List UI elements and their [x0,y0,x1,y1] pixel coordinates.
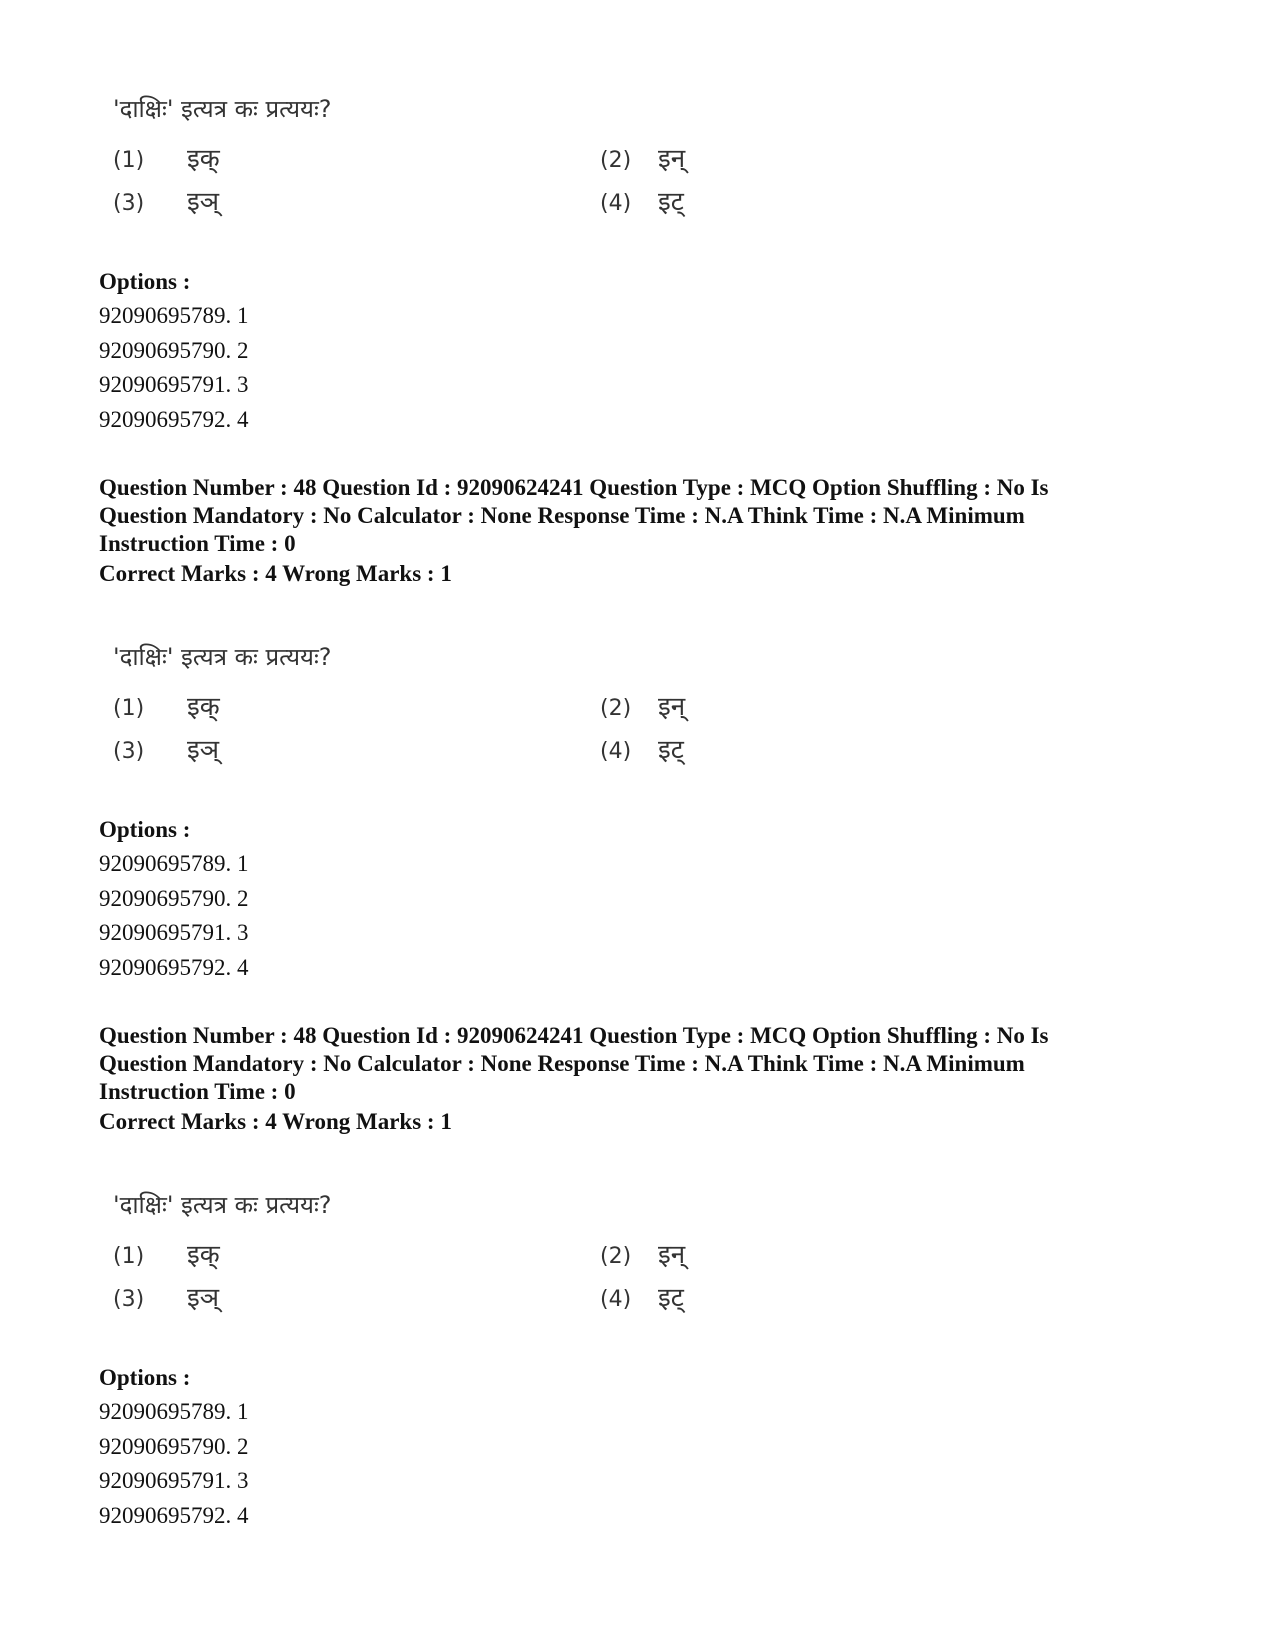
option-line: 92090695792. 4 [99,954,249,980]
options-list [99,1395,249,1533]
choice-text: इक् [187,692,220,722]
choice-text: इट् [658,187,684,217]
option-line: 92090695789. 1 [99,303,249,328]
option-line: 92090695790. 2 [99,885,249,911]
choice-text: इन् [658,1240,686,1270]
choice-3 [113,735,219,767]
meta-line: Instruction Time : 0 [99,1079,296,1104]
choice-number: (2) [600,696,632,721]
choice-text: इन् [658,692,686,722]
choice-text: इञ् [187,735,220,765]
question-image [0,640,1275,790]
question-meta [99,1022,1179,1106]
choice-text: इट् [658,735,684,765]
choice-number: (4) [600,1287,632,1312]
question-meta [99,474,1179,558]
choice-1 [113,144,220,176]
choice-text: इञ् [187,187,220,217]
question-text: 'दाक्षिः' इत्यत्र कः प्रत्ययः? [113,1191,332,1219]
choice-1 [113,1240,220,1272]
question-text: 'दाक्षिः' इत्यत्र कः प्रत्ययः? [113,95,332,123]
choice-number: (4) [600,191,632,216]
choice-text: इक् [187,144,220,174]
question-image [0,1188,1275,1338]
option-line: 92090695791. 3 [99,920,249,945]
choice-number: (1) [113,1244,145,1269]
meta-line: Instruction Time : 0 [99,531,296,556]
choice-number: (1) [113,148,145,173]
choice-number: (4) [600,739,632,764]
option-line: 92090695790. 2 [99,337,249,363]
options-heading: Options : [99,269,191,294]
marks-line: Correct Marks : 4 Wrong Marks : 1 [99,1109,452,1134]
question-image [0,92,1275,242]
choice-text: इट् [658,1283,684,1313]
choice-3 [113,1283,219,1315]
choice-4 [600,187,684,219]
choice-2 [600,692,685,724]
choice-text: इक् [187,1240,220,1270]
choice-2 [600,1240,685,1272]
options-list [99,847,249,985]
choice-number: (3) [113,191,145,216]
options-heading: Options : [99,817,191,842]
choice-number: (2) [600,1244,632,1269]
option-line: 92090695789. 1 [99,1399,249,1424]
option-line: 92090695791. 3 [99,1468,249,1493]
choice-text: इञ् [187,1283,220,1313]
choice-number: (2) [600,148,632,173]
choice-number: (3) [113,1287,145,1312]
marks-line: Correct Marks : 4 Wrong Marks : 1 [99,561,452,586]
options-heading: Options : [99,1365,191,1390]
option-line: 92090695791. 3 [99,372,249,397]
meta-line: Question Number : 48 Question Id : 92090624241 Question Type : MCQ Option Shuffling : No Is [99,1023,1049,1048]
choice-1 [113,692,220,724]
meta-line: Question Mandatory : No Calculator : None Response Time : N.A Think Time : N.A Minimum [99,503,1025,528]
choice-4 [600,1283,684,1315]
choice-3 [113,187,219,219]
option-line: 92090695789. 1 [99,851,249,876]
choice-number: (1) [113,696,145,721]
option-line: 92090695790. 2 [99,1433,249,1459]
choice-2 [600,144,685,176]
option-line: 92090695792. 4 [99,406,249,432]
question-text: 'दाक्षिः' इत्यत्र कः प्रत्ययः? [113,643,332,671]
meta-line: Question Mandatory : No Calculator : None Response Time : N.A Think Time : N.A Minimum [99,1051,1025,1076]
options-list [99,299,249,437]
choice-number: (3) [113,739,145,764]
choice-text: इन् [658,144,686,174]
option-line: 92090695792. 4 [99,1502,249,1528]
meta-line: Question Number : 48 Question Id : 92090624241 Question Type : MCQ Option Shuffling : No Is [99,475,1049,500]
choice-4 [600,735,684,767]
